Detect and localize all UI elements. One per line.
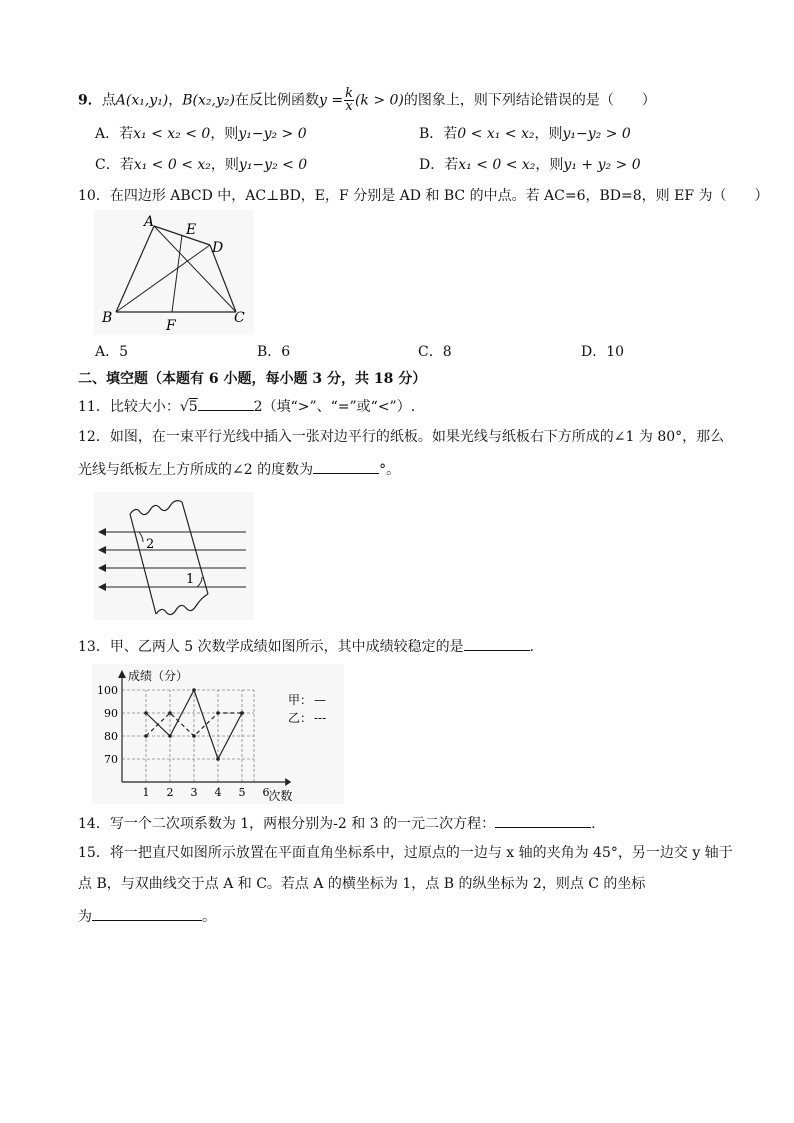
legend-line: --- xyxy=(314,711,327,725)
data-point xyxy=(216,757,220,761)
q9-option-c: C．若x₁ < 0 < x₂，则y₁−y₂ < 0 xyxy=(95,157,308,173)
data-point xyxy=(144,711,148,715)
x-tick-label: 5 xyxy=(238,786,246,799)
q12-line1: 12．如图，在一束平行光线中插入一张对边平行的纸板。如果光线与纸板右下方所成的∠1 为 80°，那么 xyxy=(78,429,725,445)
q13-answer-blank[interactable] xyxy=(464,636,530,651)
q15-line2: 点 B，与双曲线交于点 A 和 C。若点 A 的横坐标为 1，点 B 的纵坐标为 2，则点 C 的坐标 xyxy=(78,876,646,892)
q9-option-a: A．若x₁ < x₂ < 0，则y₁−y₂ > 0 xyxy=(95,126,307,142)
q10-option-c: C．8 xyxy=(418,344,452,360)
function-condition: (k > 0) xyxy=(354,92,404,109)
data-point xyxy=(192,734,196,738)
function-fraction: $\frac{k}{x}$ xyxy=(345,86,353,114)
angle-1-label: 1 xyxy=(186,572,195,587)
x-tick-label: 6 xyxy=(262,786,270,799)
label-a: A xyxy=(144,214,155,230)
data-point xyxy=(216,711,220,715)
sqrt-symbol: √ xyxy=(179,399,189,415)
q15-line1: 15．将一把直尺如图所示放置在平面直角坐标系中，过原点的一边与 x 轴的夹角为 45°，另一边交 y 轴于 xyxy=(78,845,733,861)
label-c: C xyxy=(234,310,245,326)
q9-stem: 9．点A(x₁,y₁)，B(x₂,y₂)在反比例函数y = $\frac{k}{x}$ (k > 0)的图象上，则下列结论错误的是（ ） xyxy=(78,86,656,114)
function-lhs: y = xyxy=(318,92,344,109)
q10-option-d: D．10 xyxy=(581,344,625,360)
y-tick-label: 100 xyxy=(97,684,118,697)
sqrt-argument: 5 xyxy=(188,399,198,415)
legend-label: 乙： xyxy=(288,711,313,725)
angle-2-label: 2 xyxy=(146,537,155,552)
label-e: E xyxy=(186,222,197,238)
y-tick-label: 70 xyxy=(104,753,118,766)
q9-number: 9． xyxy=(78,92,102,109)
figure-background xyxy=(94,210,254,335)
data-point xyxy=(240,711,244,715)
q15-line3: 为 。 xyxy=(78,906,216,926)
quadrilateral-figure xyxy=(94,210,254,335)
x-tick-label: 3 xyxy=(190,786,198,799)
data-point xyxy=(192,688,196,692)
parallel-light-figure xyxy=(94,492,254,620)
legend-label: 甲： xyxy=(288,693,313,707)
q11-answer-blank[interactable] xyxy=(198,396,254,411)
figure-background xyxy=(94,492,254,620)
legend-line: — xyxy=(314,693,326,707)
point-b: B(x₂,y₂) xyxy=(182,92,235,109)
y-tick-label: 80 xyxy=(104,730,118,743)
q13-stem: 13．甲、乙两人 5 次数学成绩如图所示，其中成绩较稳定的是 . xyxy=(78,636,534,656)
q9-option-b: B．若0 < x₁ < x₂，则y₁−y₂ > 0 xyxy=(419,126,631,142)
data-point xyxy=(144,734,148,738)
x-tick-label: 1 xyxy=(142,786,150,799)
y-axis-title: 成绩（分） xyxy=(128,669,189,683)
q12-answer-blank[interactable] xyxy=(313,459,379,474)
q14-answer-blank[interactable] xyxy=(495,813,591,828)
x-tick-label: 2 xyxy=(166,786,174,799)
q15-answer-blank[interactable] xyxy=(92,906,202,921)
x-tick-label: 4 xyxy=(214,786,222,799)
q10-option-b: B．6 xyxy=(257,344,291,360)
y-tick-label: 90 xyxy=(104,707,118,720)
point-a: A(x₁,y₁) xyxy=(115,92,169,109)
label-b: B xyxy=(102,310,113,326)
data-point xyxy=(168,734,172,738)
score-line-chart xyxy=(92,664,344,804)
q10-stem: 10．在四边形 ABCD 中，AC⊥BD，E，F 分别是 AD 和 BC 的中点。若 AC=6，BD=8，则 EF 为（ ） xyxy=(78,188,769,204)
data-point xyxy=(168,711,172,715)
label-f: F xyxy=(166,318,176,334)
q9-option-d: D．若x₁ < 0 < x₂，则y₁ + y₂ > 0 xyxy=(419,157,641,173)
q12-line2: 光线与纸板左上方所成的∠2 的度数为 °。 xyxy=(78,459,400,479)
q10-option-a: A．5 xyxy=(95,344,129,360)
q14: 14．写一个二次项系数为 1，两根分别为-2 和 3 的一元二次方程： . xyxy=(78,813,596,833)
section-2-heading: 二、填空题（本题有 6 小题，每小题 3 分，共 18 分） xyxy=(78,371,427,387)
x-axis-title: 次数 xyxy=(268,789,293,803)
label-d: D xyxy=(212,240,224,256)
q11: 11．比较大小：√5 2（填“>”、“=”或“<”）. xyxy=(78,396,415,416)
